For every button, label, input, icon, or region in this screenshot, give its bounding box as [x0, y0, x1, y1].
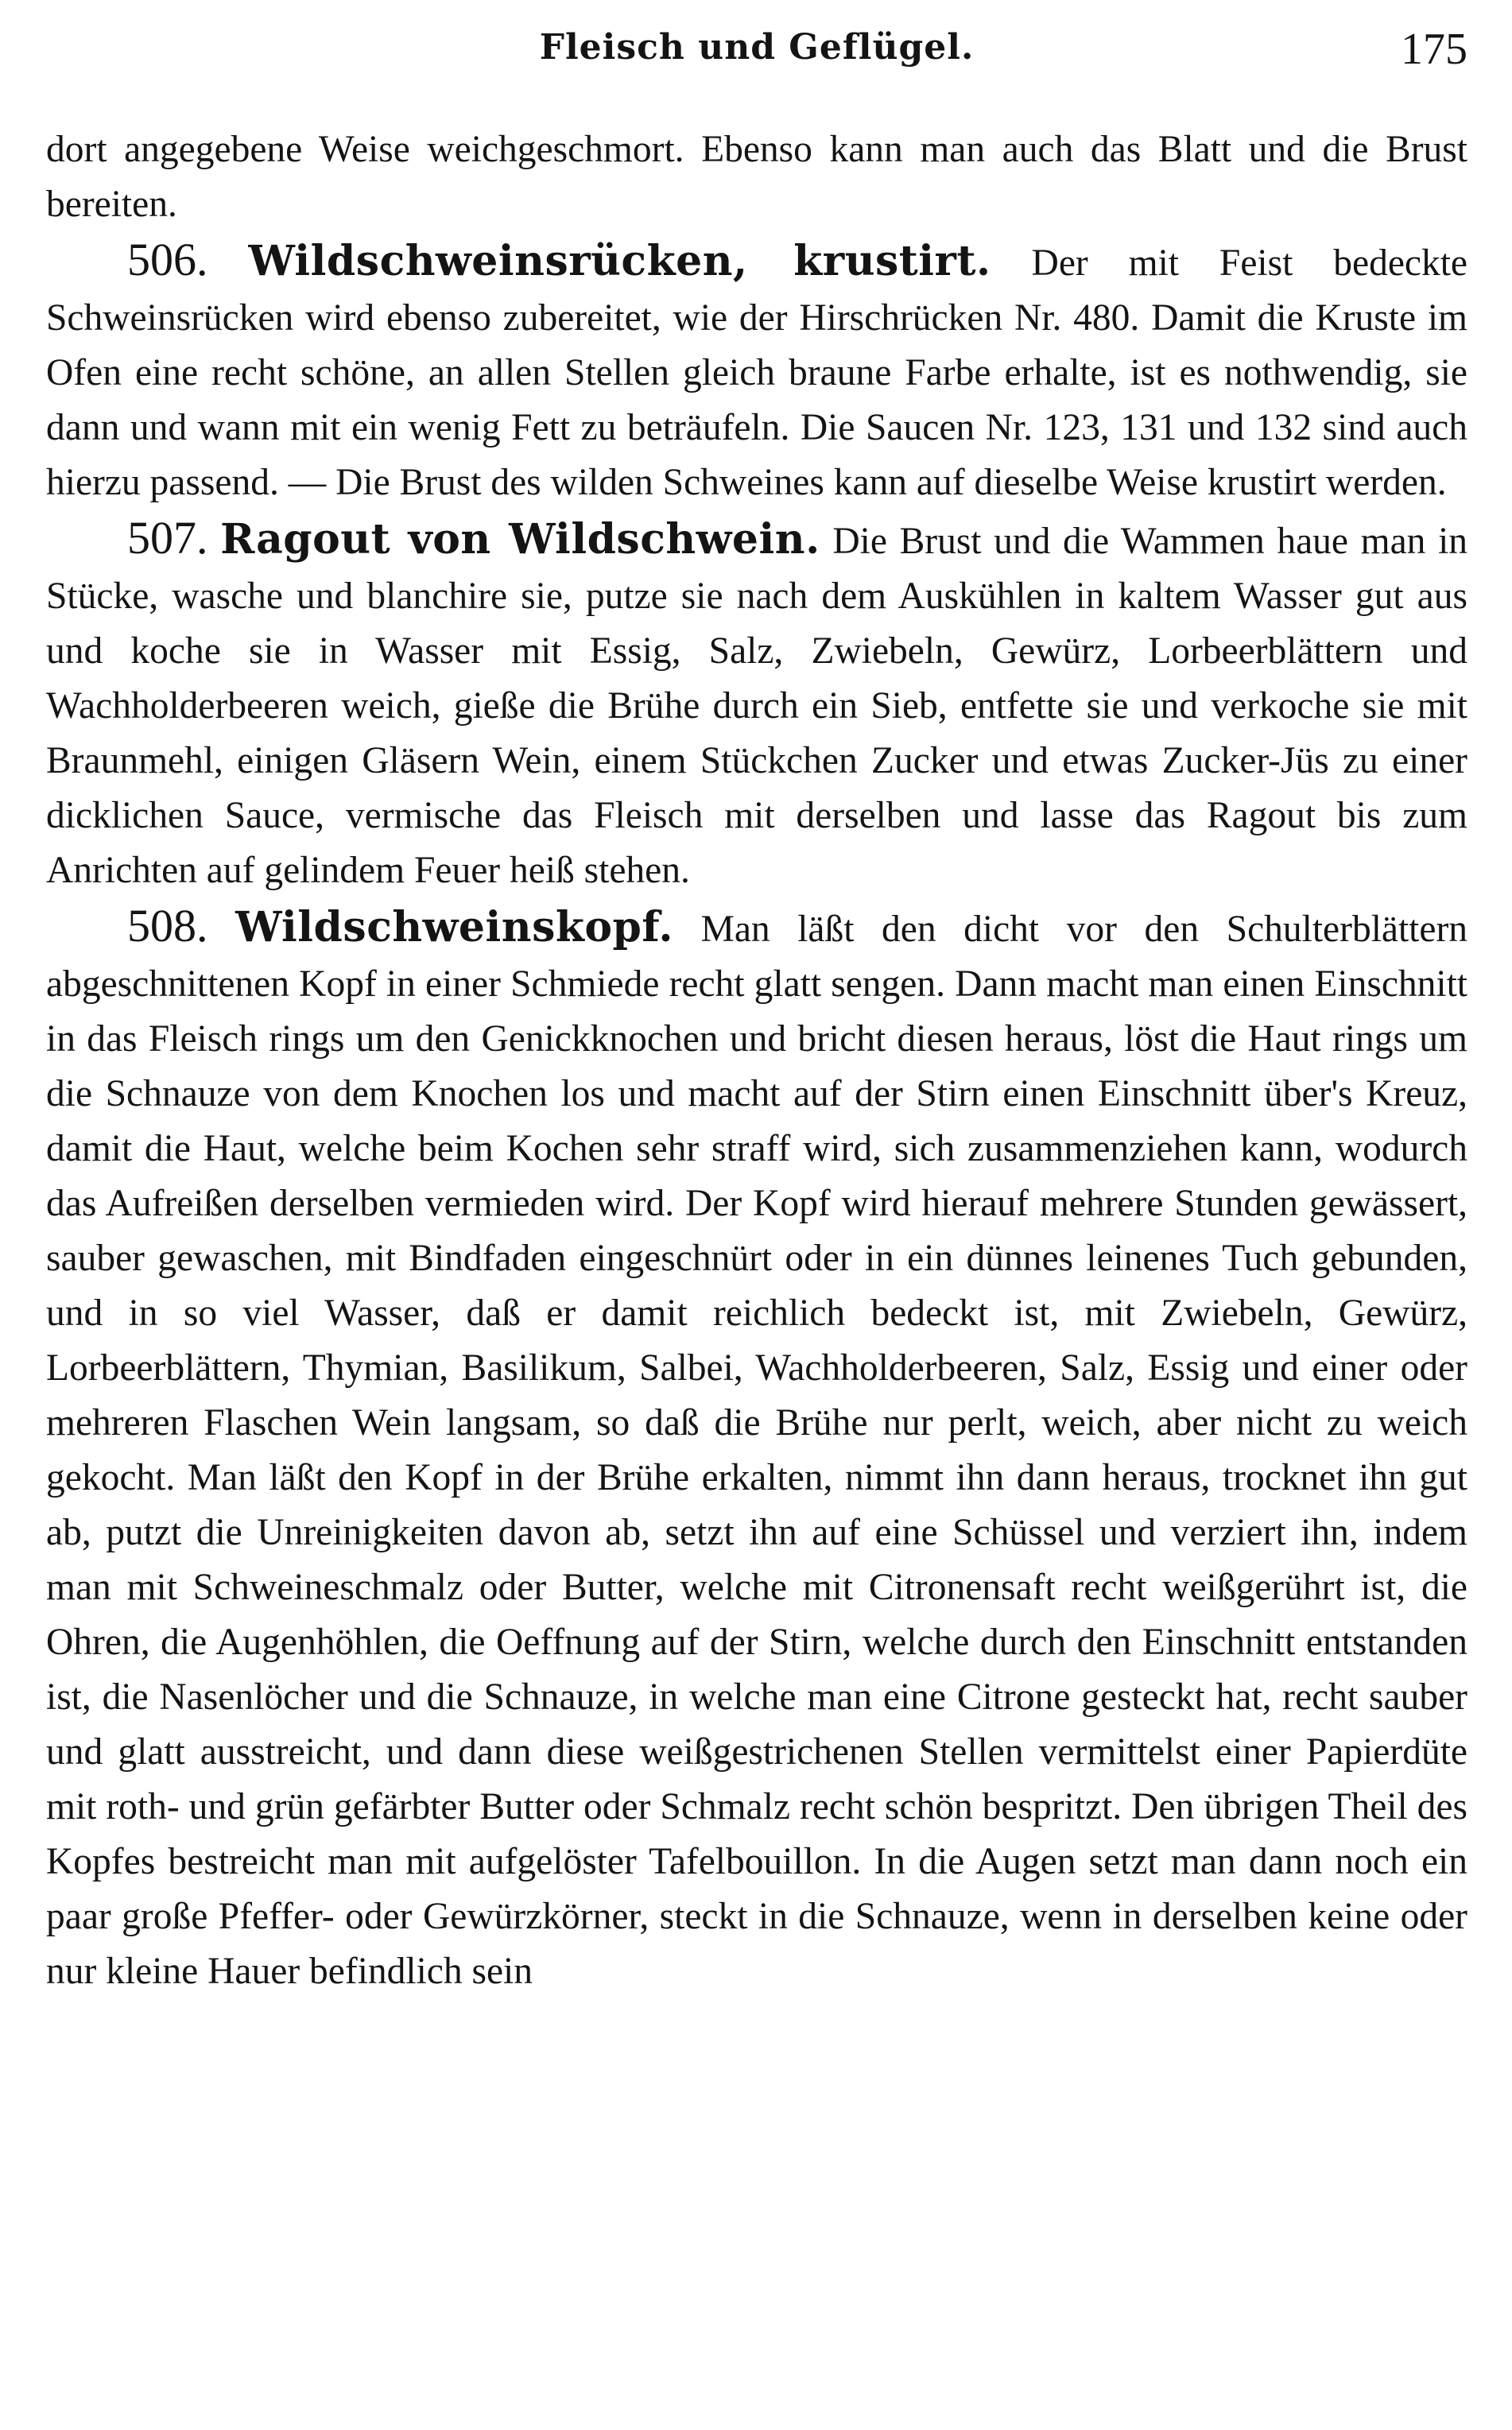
page-number: 175 — [1401, 25, 1467, 74]
recipe-title: Wildschweinskopf. — [235, 903, 674, 951]
continued-paragraph: dort angegebene Weise weichgeschmort. Ebenso kann man auch das Blatt und die Brust bereiten. — [46, 129, 1467, 225]
recipe-506 — [46, 232, 1467, 510]
recipe-title: Wildschweinsrücken, krustirt. — [248, 237, 991, 285]
recipe-number: 506. — [127, 234, 208, 285]
book-page — [46, 22, 1467, 2407]
body-text — [46, 122, 1467, 1999]
running-title: Fleisch und Geflügel. — [539, 27, 975, 68]
recipe-number: 507. — [127, 512, 208, 564]
running-head — [46, 22, 1467, 86]
recipe-number: 508. — [127, 900, 208, 951]
recipe-title: Ragout von Wildschwein. — [220, 515, 820, 564]
recipe-text: Man läßt den dicht vor den Schulterblättern abgeschnittenen Kopf in einer Schmiede recht glatt sengen. Dann macht man einen Einschnitt in das Fleisch rings um den Genickknochen und bricht diesen heraus, löst die Haut rings um die Schnauze von dem Knochen los und macht auf der Stirn einen Einschnitt über's Kreuz, damit die Haut, welche beim Kochen sehr straff wird, sich zusammenziehen kann, wodurch das Aufreißen derselben vermieden wird. Der Kopf wird hierauf mehrere Stunden gewässert, sauber gewaschen, mit Bindfaden eingeschnürt oder in ein dünnes leinenes Tuch gebunden, und in so viel Wasser, daß er damit reichlich bedeckt ist, mit Zwiebeln, Gewürz, Lorbeerblättern, Thymian, Basilikum, Salbei, Wachholderbeeren, Salz, Essig und einer oder mehreren Flaschen Wein langsam, so daß die Brühe nur perlt, weich, aber nicht zu weich gekocht. Man läßt den Kopf in der Brühe erkalten, nimmt ihn dann heraus, trocknet ihn gut ab, putzt die Unreinigkeiten davon ab, setzt ihn auf eine Schüssel und verziert ihn, indem man mit Schweineschmalz oder Butter, welche mit Citronensaft recht weißgerührt ist, die Ohren, die Augenhöhlen, die Oeffnung auf der Stirn, welche durch den Einschnitt entstanden ist, die Nasenlöcher und die Schnauze, in welche man eine Citrone gesteckt hat, recht sauber und glatt ausstreicht, und dann diese weißgestrichenen Stellen vermittelst einer Papierdüte mit roth- und grün gefärbter Butter oder Schmalz recht schön bespritzt. Den übrigen Theil des Kopfes bestreicht man mit aufgelöster Tafelbouillon. In die Augen setzt man dann noch ein paar große Pfeffer- oder Gewürzkörner, steckt in die Schnauze, wenn in derselben keine oder nur kleine Hauer befindlich sein — [46, 909, 1468, 1992]
recipe-text: Die Brust und die Wammen haue man in Stücke, wasche und blanchire sie, putze sie nach dem Auskühlen in kaltem Wasser gut aus und koche sie in Wasser mit Essig, Salz, Zwiebeln, Gewürz, Lorbeerblättern und Wachholderbeeren weich, gieße die Brühe durch ein Sieb, entfette sie und verkoche sie mit Braunmehl, einigen Gläsern Wein, einem Stückchen Zucker und etwas Zucker-Jüs zu einer dicklichen Sauce, vermische das Fleisch mit derselben und lasse das Ragout bis zum Anrichten auf gelindem Feuer heiß stehen. — [46, 521, 1468, 891]
recipe-507 — [46, 510, 1467, 898]
recipe-text: Der mit Feist bedeckte Schweinsrücken wird ebenso zubereitet, wie der Hirschrücken Nr. 480. Damit die Kruste im Ofen eine recht schöne, an allen Stellen gleich braune Farbe erhalte, ist es nothwendig, sie dann und wann mit ein wenig Fett zu beträufeln. Die Saucen Nr. 123, 131 und 132 sind auch hierzu passend. — Die Brust des wilden Schweines kann auf dieselbe Weise krustirt werden. — [46, 242, 1468, 503]
recipe-508 — [46, 898, 1467, 1999]
